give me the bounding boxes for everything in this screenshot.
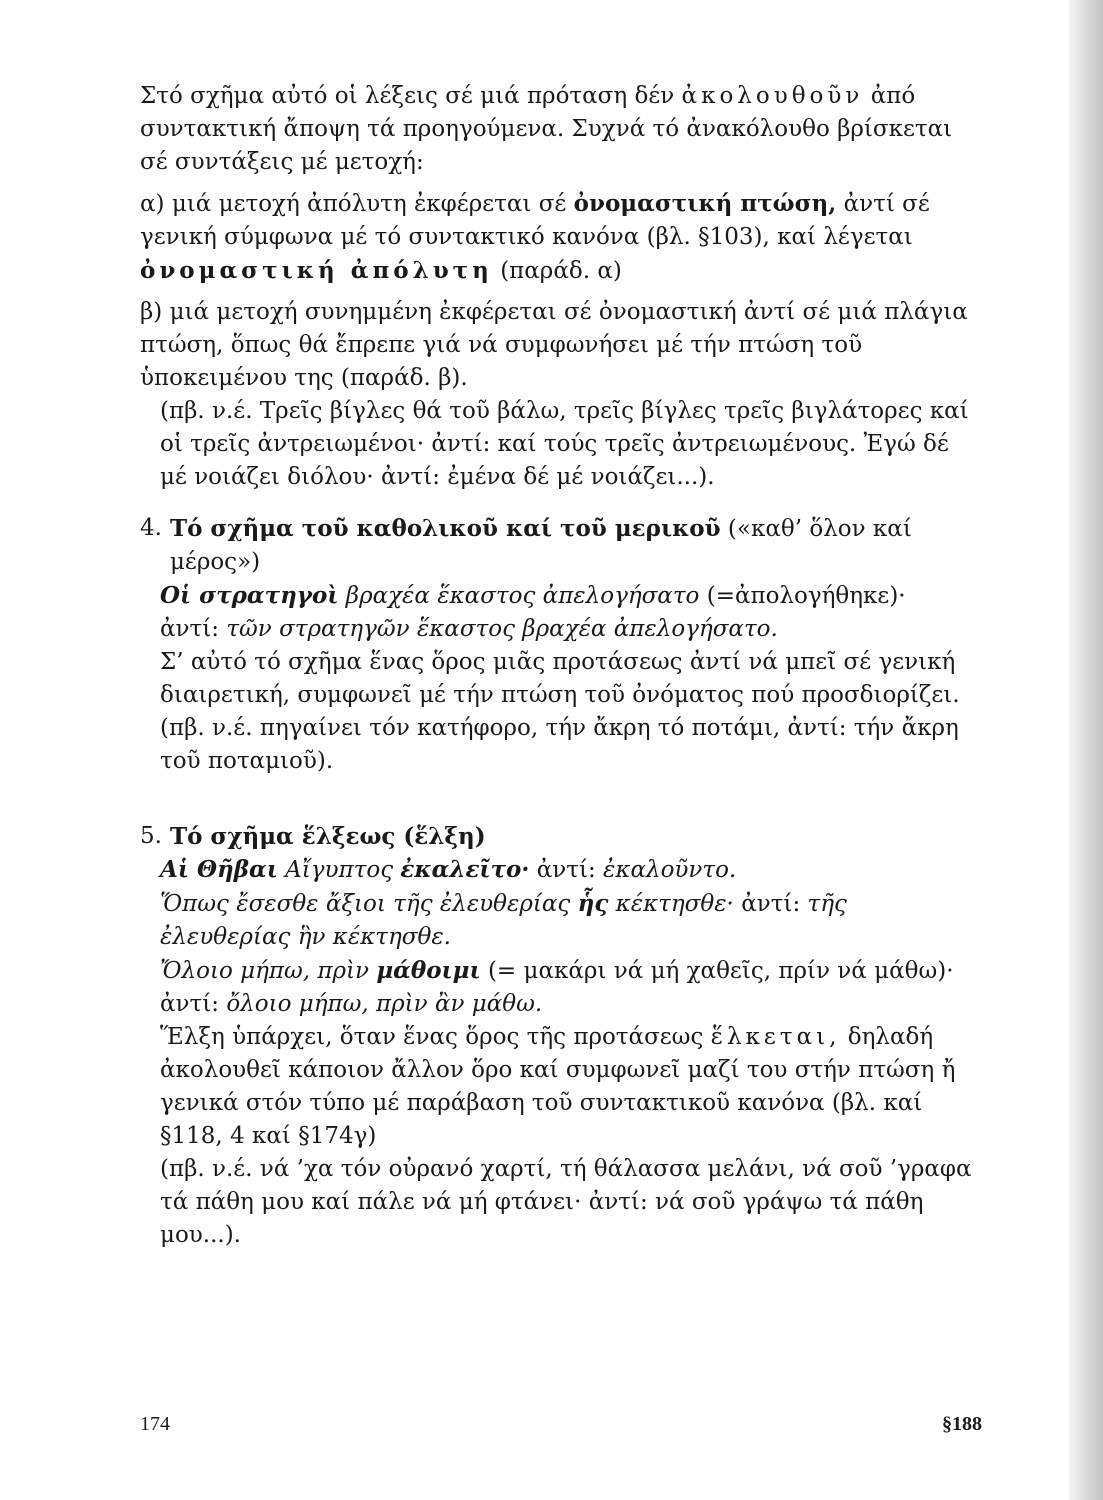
case-a-paragraph: α) μιά μετοχή ἀπόλυτη ἐκφέρεται σέ ὀνομαστική πτώση, ἀντί σέ γενική σύμφωνα μέ τό συντακτικό κανόνα (βλ. §103), καί λέγεται ὀνομαστική ἀπόλυτη (παράδ. α) [140,190,930,284]
page-body [140,80,975,1252]
example-line: Ὄλοιο μήπω, πρὶν μάθοιμι (= μακάρι νά μή χαθεῖς, πρίν νά μάθω)· ἀντί: ὄλοιο μήπω, πρὶν ἂν μάθω. [160,957,954,1017]
section-reference: §188 [942,1413,982,1435]
book-spine-shadow [1069,0,1103,1500]
spaced-term: ἕλκεται, [710,1024,841,1050]
spaced-bold-term: ὀνομαστική ἀπόλυτη [140,257,493,284]
section-4-heading: 4. Τό σχῆμα τοῦ καθολικοῦ καί τοῦ μερικοῦ («καθ’ ὅλον καί μέρος») [140,512,975,579]
section-number: 4. [140,515,162,541]
intro-paragraph: Στό σχῆμα αὐτό οἱ λέξεις σέ μιά πρόταση δέν ἀκολουθοῦν ἀπό συντακτική ἄποψη τά προηγούμενα. Συχνά τό ἀνακόλουθο βρίσκεται σέ συντάξεις μέ μετοχή: [140,83,953,175]
page-number: 174 [140,1413,170,1435]
example-line: Αἱ Θῆβαι Αἴγυπτος ἐκαλεῖτο· ἀντί: ἐκαλοῦντο. [160,856,737,883]
example-line: Ὅπως ἔσεσθε ἄξιοι τῆς ἐλευθερίας ἧς κέκτησθε· ἀντί: τῆς ἐλευθερίας ἣν κέκτησθε. [160,890,847,950]
bold-term: ὀνομαστική πτώση, [573,190,837,217]
section-title: Τό σχῆμα ἕλξεως (ἕλξη) [169,823,486,850]
section-4-body: Σ’ αὐτό τό σχῆμα ἕνας ὅρος μιᾶς προτάσεως ἀντί νά μπεῖ σέ γενική διαιρετική, συμφωνεῖ μέ τήν πτώση τοῦ ὀνόματος πού προσδιορίζει. [160,649,960,708]
section-5-body: Ἕλξη ὑπάρχει, ὅταν ἕνας ὅρος τῆς προτάσεως ἕλκεται, δηλαδή ἀκολουθεῖ κάποιον ἄλλον ὅρο καί συμφωνεῖ μαζί του στήν πτώση ἤ γενικά στόν τύπο μέ παράβαση τοῦ συντακτικοῦ κανόνα (βλ. καί §118, 4 καί §174γ) [160,1024,956,1149]
case-b-paragraph: β) μιά μετοχή συνημμένη ἐκφέρεται σέ ὀνομαστική ἀντί σέ μιά πλάγια πτώση, ὅπως θά ἔπρεπε γιά νά συμφωνήσει μέ τήν πτώση τοῦ ὑποκειμένου της (παράδ. β). [140,299,968,391]
section-number: 5. [140,823,162,849]
modern-greek-comparison: (πβ. ν.έ. πηγαίνει τόν κατήφορο, τήν ἄκρη τό ποτάμι, ἀντί: τήν ἄκρη τοῦ ποταμιοῦ). [160,715,959,774]
modern-greek-comparison: (πβ. ν.έ. νά ’χα τόν οὐρανό χαρτί, τή θάλασσα μελάνι, νά σοῦ ’γραφα τά πάθη μου καί πάλε νά μή φτάνει· ἀντί: νά σοῦ γράψω τά πάθη μου...). [160,1156,972,1248]
example-alternative: ἀντί: τῶν στρατηγῶν ἕκαστος βραχέα ἀπελογήσατο. [160,616,778,642]
example-line: Οἱ στρατηγοὶ βραχέα ἕκαστος ἀπελογήσατο (=ἀπολογήθηκε)· [160,582,906,609]
spaced-term: ἀκολουθοῦν [681,83,864,109]
section-title: Τό σχῆμα τοῦ καθολικοῦ καί τοῦ μερικοῦ [169,515,721,542]
section-5-heading [140,820,975,853]
modern-greek-comparison: (πβ. ν.έ. Τρεῖς βίγλες θά τοῦ βάλω, τρεῖς βίγλες τρεῖς βιγλάτορες καί οἱ τρεῖς ἀντρειωμένοι· ἀντί: καί τούς τρεῖς ἀντρειωμένους. Ἐγώ δέ μέ νοιάζει διόλου· ἀντί: ἐμένα δέ μέ νοιάζει...). [160,398,969,490]
